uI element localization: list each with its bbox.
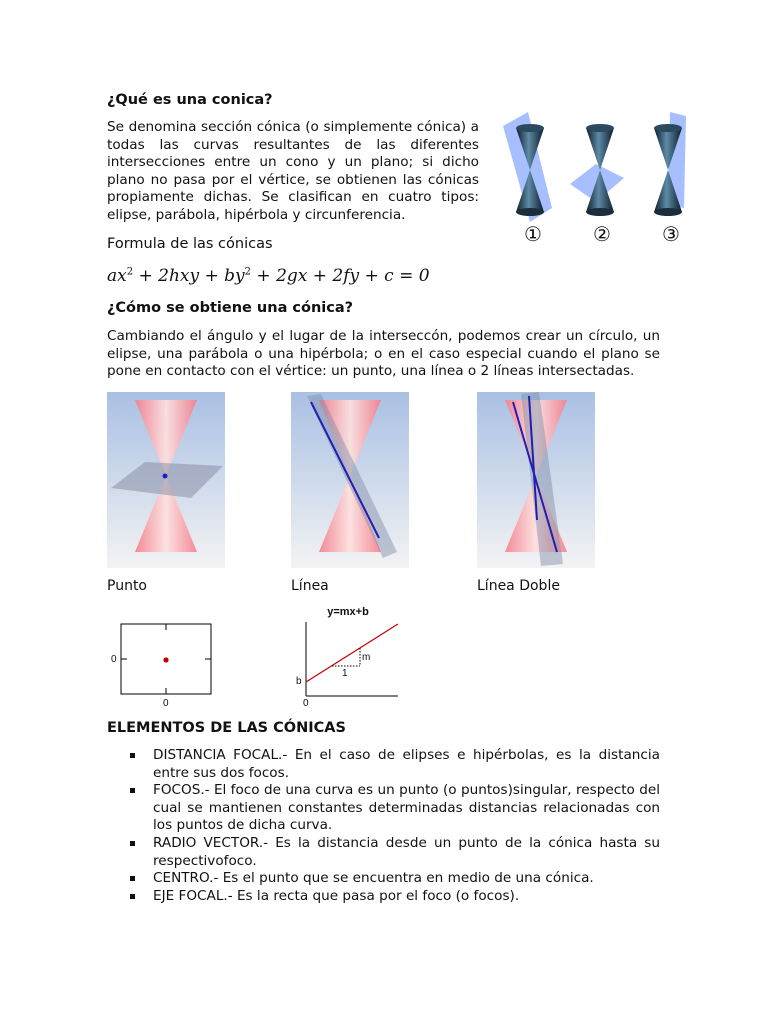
point-plot-y-tick: 0 [111, 654, 117, 665]
degenerate-point-image [107, 392, 225, 568]
cone-3-icon [654, 112, 686, 216]
section-title-elementos: ELEMENTOS DE LAS CÓNICAS [107, 720, 346, 736]
line-plot-x-tick: 0 [303, 698, 309, 709]
cone-1-icon [503, 112, 552, 222]
degenerate-double-line-image [477, 392, 595, 568]
point-plot [108, 622, 220, 712]
cone-label-1: ① [524, 222, 542, 246]
list-item: RADIO VECTOR.- Es la distancia desde un punto de la cónica hasta su respectivofoco. [107, 835, 660, 870]
line-plot-b-label: b [296, 676, 302, 687]
list-item: EJE FOCAL.- Es la recta que pasa por el foco (o focos). [107, 888, 660, 906]
degenerate-line-image [291, 392, 409, 568]
section-title-que-es: ¿Qué es una conica? [107, 92, 273, 108]
section-title-como: ¿Cómo se obtiene una cónica? [107, 300, 354, 316]
caption-linea-doble: Línea Doble [477, 578, 560, 594]
list-item: FOCOS.- El foco de una curva es un punto (o puntos)singular, respecto del cual se mantienen constantes determinadas distancias relacionadas con los puntos de dicha curva. [107, 782, 660, 835]
list-item: DISTANCIA FOCAL.- En el caso de elipses e hipérbolas, es la distancia entre sus dos focos. [107, 747, 660, 782]
section-text-que-es: Se denomina sección cónica (o simplemente cónica) a todas las curvas resultantes de las diferentes intersecciones entre un cono y un plano; si dicho plano no pasa por el vértice, se obtienen las cónicas propiamente dichas. Se clasifican en cuatro tipos: elipse, parábola, hipérbola y circunferencia. [107, 119, 479, 223]
section-title-formula: Formula de las cónicas [107, 236, 273, 252]
section-text-como: Cambiando el ángulo y el lugar de la interseccón, podemos crear un círculo, un elipse, una parábola o una hipérbola; o en el caso especial cuando el plano se pone en contacto con el vértice: un punto, una línea o 2 líneas intersectadas. [107, 328, 660, 380]
elements-list [107, 747, 660, 905]
list-item: CENTRO.- Es el punto que se encuentra en medio de una cónica. [107, 870, 660, 888]
line-plot-title: y=mx+b [327, 606, 369, 618]
caption-punto: Punto [107, 578, 147, 594]
cone-label-2: ② [593, 222, 611, 246]
caption-linea: Línea [291, 578, 329, 594]
line-plot-run-label: 1 [342, 668, 348, 679]
conic-formula: $ax^2 + 2hxy + by^2 + 2gx + 2fy + c = 0$ [107, 266, 430, 286]
cone-2-icon [570, 124, 624, 216]
cones-figure [500, 112, 700, 252]
line-plot-m-label: m [362, 652, 371, 663]
point-plot-x-tick: 0 [163, 698, 169, 709]
line-plot [292, 606, 404, 712]
cone-label-3: ③ [662, 222, 680, 246]
